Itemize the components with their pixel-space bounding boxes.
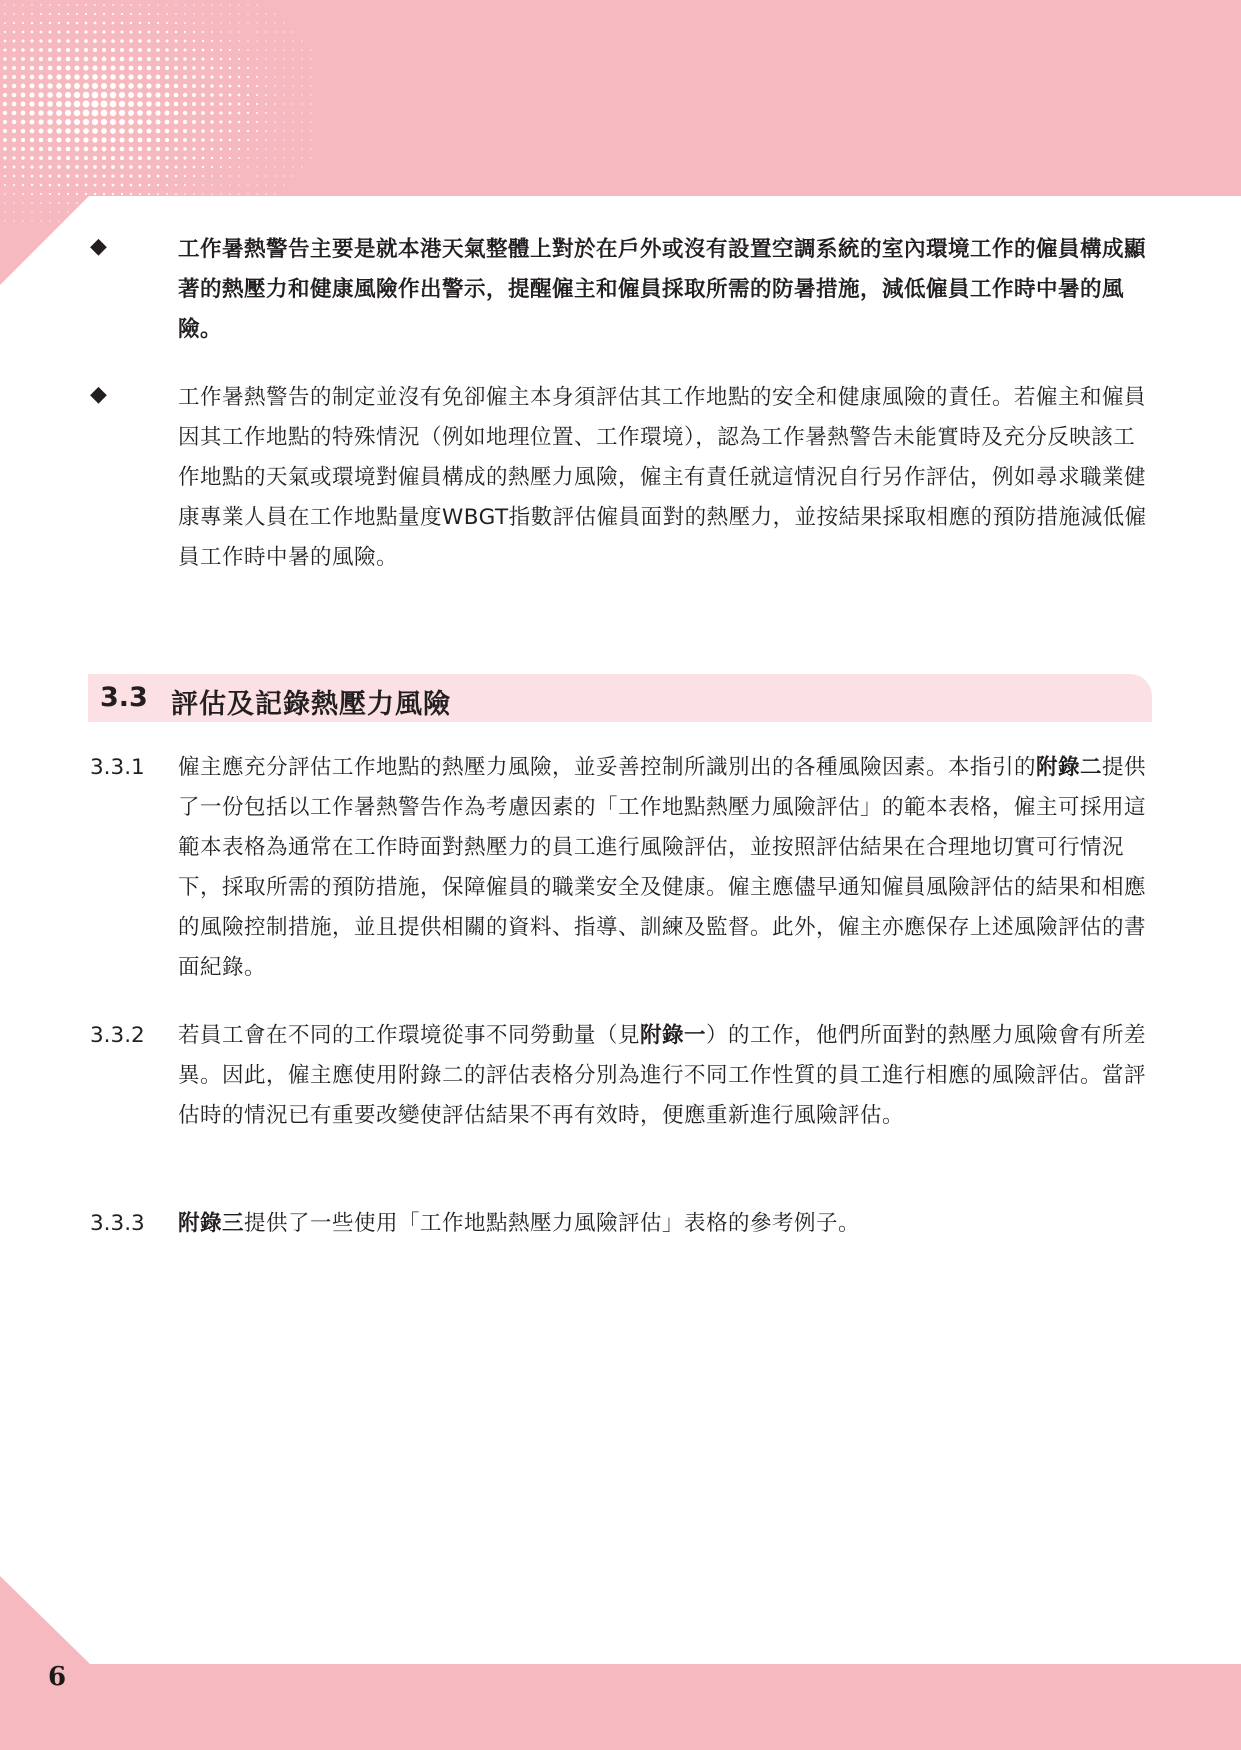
text-run: 提供了一些使用「工作地點熱壓力風險評估」表格的參考例子。 [244, 1211, 861, 1236]
paragraph-number: 3.3.2 [90, 1023, 145, 1048]
bullet-item-employer-responsibility [90, 378, 1150, 578]
text-run: 提供了一份包括以工作暑熱警告作為考慮因素的「工作地點熱壓力風險評估」的範本表格，僱主可採用這範本表格為通常在工作時面對熱壓力的員工進行風險評估，並按照評估結果在合理地切實可行情況下，採取所需的預防措施，保障僱員的職業安全及健康。僱主應儘早通知僱員風險評估的結果和相應的風險控制措施，並且提供相關的資料、指導、訓練及監督。此外，僱主亦應保存上述風險評估的書面紀錄。 [178, 755, 1147, 980]
appendix-reference: 附錄一 [640, 1023, 707, 1048]
text-run: ）的工作，他們所面對的熱壓力風險會有所差異。因此，僱主應使用附錄二的評估表格分別為進行不同工作性質的員工進行相應的風險評估。當評估時的情況已有重要改變使評估結果不再有效時，便應重新進行風險評估。 [178, 1023, 1147, 1128]
paragraph-number: 3.3.1 [90, 755, 145, 780]
section-number: 3.3 [100, 682, 148, 713]
paragraph-3-3-1 [90, 748, 1152, 988]
section-header [88, 674, 1152, 722]
bullet-text: 工作暑熱警告主要是就本港天氣整體上對於在戶外或沒有設置空調系統的室內環境工作的僱員構成顯著的熱壓力和健康風險作出警示，提醒僱主和僱員採取所需的防暑措施，減低僱員工作時中暑的風險。 [178, 237, 1147, 342]
bottom-decorative-band [0, 1664, 1241, 1750]
text-run: 僱主應充分評估工作地點的熱壓力風險，並妥善控制所識別出的各種風險因素。本指引的 [178, 755, 1037, 780]
section-title: 評估及記錄熱壓力風險 [171, 689, 451, 720]
paragraph-number: 3.3.3 [90, 1211, 145, 1236]
page-number: 6 [48, 1662, 67, 1692]
appendix-reference: 附錄三 [178, 1211, 245, 1236]
bottom-corner-wedge [0, 1576, 90, 1664]
paragraph-text [178, 1016, 1152, 1136]
bullet-text: 工作暑熱警告的制定並沒有免卻僱主本身須評估其工作地點的安全和健康風險的責任。若僱主和僱員因其工作地點的特殊情況（例如地理位置、工作環境），認為工作暑熱警告未能實時及充分反映該工作地點的天氣或環境對僱員構成的熱壓力風險，僱主有責任就這情況自行另作評估，例如尋求職業健康專業人員在工作地點量度WBGT指數評估僱員面對的熱壓力，並按結果採取相應的預防措施減低僱員工作時中暑的風險。 [178, 385, 1147, 570]
paragraph-text [178, 748, 1152, 988]
paragraph-3-3-3 [90, 1204, 1152, 1244]
diamond-bullet-icon: ◆ [90, 382, 107, 407]
bullet-item-heat-warning-purpose [90, 230, 1150, 350]
text-run: 若員工會在不同的工作環境從事不同勞動量（見 [178, 1023, 641, 1048]
paragraph-3-3-2 [90, 1016, 1152, 1136]
appendix-reference: 附錄二 [1036, 755, 1103, 780]
diamond-bullet-icon: ◆ [90, 234, 107, 259]
paragraph-text [178, 1204, 1152, 1244]
